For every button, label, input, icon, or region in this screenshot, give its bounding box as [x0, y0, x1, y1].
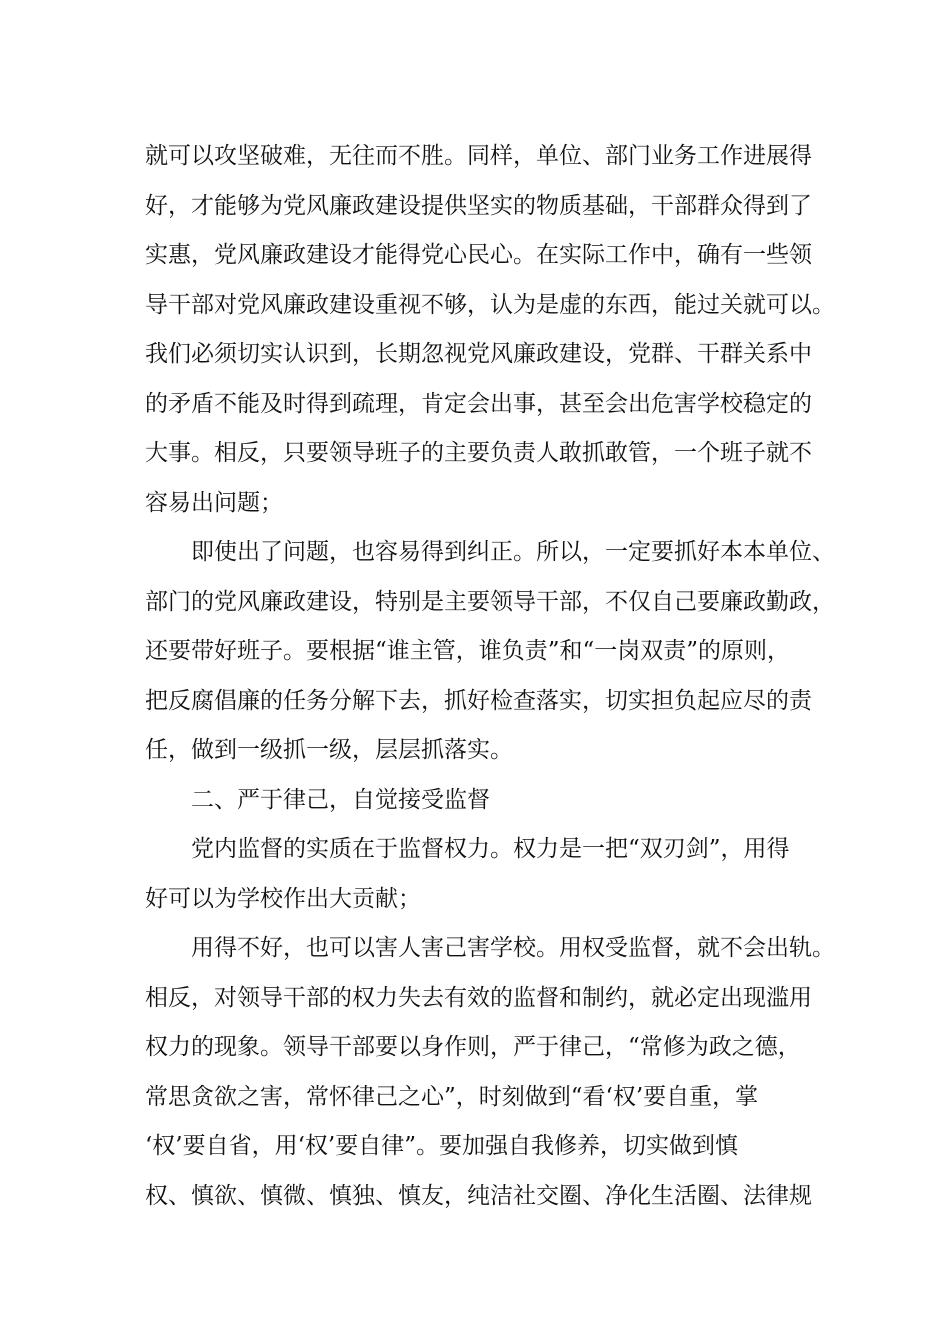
text-line: 我们必须切实认识到，长期忽视党风廉政建设，党群、干群关系中 [145, 341, 812, 367]
text-line: 实惠，党风廉政建设才能得党心民心。在实际工作中，确有一些领 [145, 242, 812, 268]
text-line: 权、慎欲、慎微、慎独、慎友，纯洁社交圈、净化生活圈、法律规 [145, 1182, 812, 1209]
body-text [145, 132, 835, 1221]
text-line: 好可以为学校作出大贡献； [145, 885, 421, 912]
text-line: 导干部对党风廉政建设重视不够，认为是虚的东西，能过关就可以。 [145, 291, 835, 318]
text-line: 就可以攻坚破难，无往而不胜。同样，单位、部门业务工作进展得 [145, 143, 812, 169]
text-line: 大事。相反，只要领导班子的主要负责人敢抓敢管，一个班子就不 [145, 440, 812, 466]
text-line: 权力的现象。领导干部要以身作则，严于律己，“常修为政之德， [145, 1034, 801, 1060]
text-line: 即使出了问题，也容易得到纠正。所以，一定要抓好本本单位、 [191, 539, 835, 565]
text-line: 容易出问题； [145, 489, 283, 516]
text-line: 党内监督的实质在于监督权力。权力是一把“双刃剑”，用得 [191, 836, 790, 862]
text-line: 常思贪欲之害，常怀律己之心”，时刻做到“看‘权’要自重，掌 [145, 1083, 759, 1110]
text-line: 相反，对领导干部的权力失去有效的监督和制约，就必定出现滥用 [145, 984, 812, 1011]
text-line: 二、严于律己，自觉接受监督 [191, 786, 490, 813]
text-line: 把反腐倡廉的任务分解下去，抓好检查落实，切实担负起应尽的责 [145, 687, 812, 714]
text-line: 任，做到一级抓一级，层层抓落实。 [145, 737, 513, 763]
text-line: ‘权’要自省，用‘权’要自律”。要加强自我修养，切实做到慎 [145, 1133, 739, 1159]
text-line: 好，才能够为党风廉政建设提供坚实的物质基础，干部群众得到了 [145, 192, 812, 219]
text-line: 的矛盾不能及时得到疏理，肯定会出事，甚至会出危害学校稳定的 [145, 390, 812, 417]
text-line: 部门的党风廉政建设，特别是主要领导干部，不仅自己要廉政勤政， [145, 588, 835, 615]
text-line: 还要带好班子。要根据“谁主管，谁负责”和“一岗双责”的原则， [145, 638, 791, 664]
text-line: 用得不好，也可以害人害己害学校。用权受监督，就不会出轨。 [191, 935, 835, 961]
